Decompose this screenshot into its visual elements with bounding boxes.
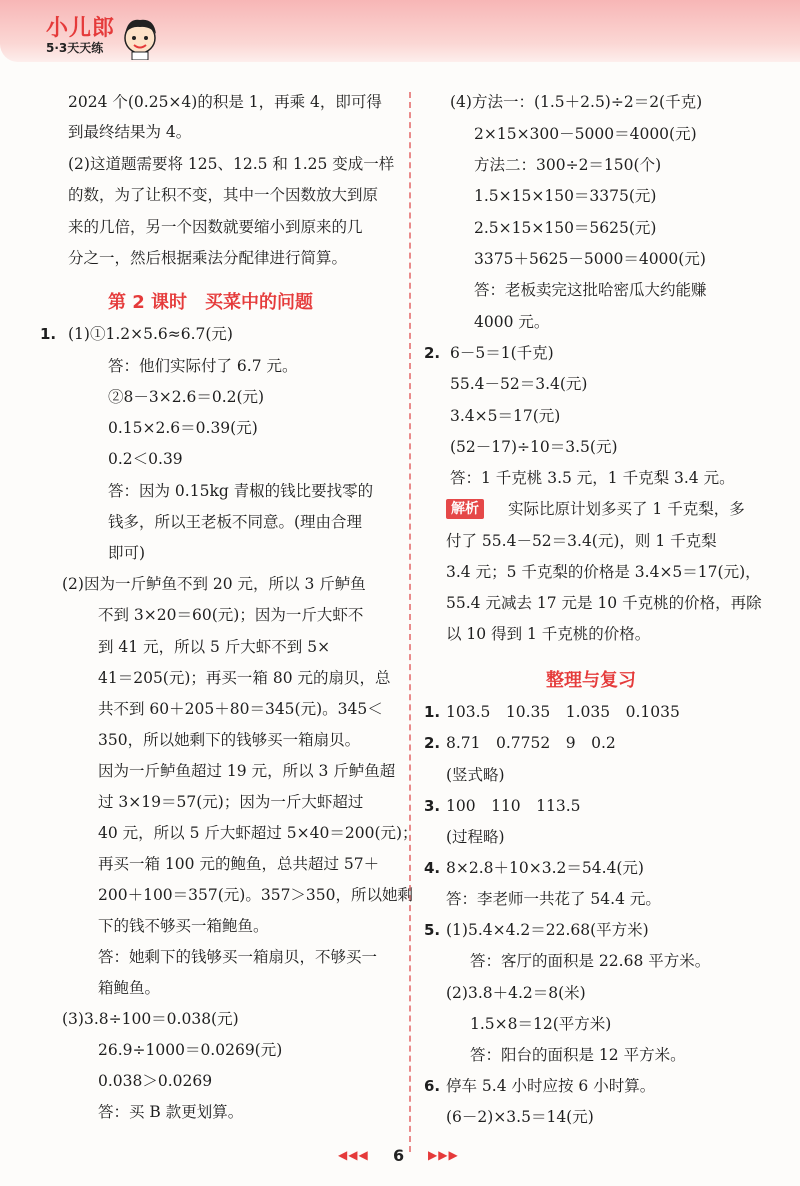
text-line: 以 10 得到 1 千克桃的价格。 [446,625,651,643]
text-line: 分之一，然后根据乘法分配律进行简算。 [68,249,348,267]
text-line: 的数，为了让积不变，其中一个因数放大到原 [68,186,379,204]
page-footer [0,1146,800,1170]
text-line: 0.038＞0.0269 [98,1072,213,1090]
text-line: 41＝205(元)；再买一箱 80 元的扇贝，总 [98,669,391,687]
text-line: 箱鲍鱼。 [98,979,161,997]
text-line: 到 41 元，所以 5 斤大虾不到 5× [98,638,331,656]
answer-line: 答：她剩下的钱够买一箱扇贝，不够买一 [98,948,378,966]
text-line: 8.71 0.7752 9 0.2 [446,734,616,752]
text-line: 不到 3×20＝60(元)；因为一斤大虾不 [98,606,364,624]
text-line: 6－5＝1(千克) [450,344,554,362]
answer-line: 答：1 千克桃 3.5 元，1 千克梨 3.4 元。 [450,469,735,487]
text-line: (2)这道题需要将 125、12.5 和 1.25 变成一样 [68,155,395,173]
text-line: 55.4 元减去 17 元是 10 千克桃的价格，再除 [446,594,762,612]
text-line: 3.4 元；5 千克梨的价格是 3.4×5＝17(元)， [446,563,761,581]
text-line: 付了 55.4－52＝3.4(元)，则 1 千克梨 [446,532,717,550]
question-number: 2. [424,734,441,752]
text-line: 40 元，所以 5 斤大虾超过 5×40＝200(元)； [98,824,418,842]
question-number: 4. [424,859,441,877]
answer-line: 答：他们实际付了 6.7 元。 [108,357,298,375]
text-line: 钱多，所以王老板不同意。(理由合理 [108,513,363,531]
answer-line: 答：因为 0.15kg 青椒的钱比要找零的 [108,482,374,500]
text-line: 0.15×2.6＝0.39(元) [108,419,258,437]
text-line: (3)3.8÷100＝0.038(元) [62,1010,239,1028]
question-number: 1. [424,703,441,721]
question-number: 6. [424,1077,441,1095]
column-divider [409,92,411,1152]
analysis-tag: 解析 [446,499,484,519]
question-number: 1. [40,325,57,343]
text-line: 下的钱不够买一箱鲍鱼。 [98,917,269,935]
text-line: (竖式略) [446,766,505,784]
answer-line: 答：买 B 款更划算。 [98,1103,244,1121]
text-line: (过程略) [446,828,505,846]
answer-line: 答：客厅的面积是 22.68 平方米。 [470,952,711,970]
mascot-icon [120,14,160,60]
text-line: (2)3.8＋4.2＝8(米) [446,984,586,1002]
text-line: 1.5×15×150＝3375(元) [474,187,657,205]
text-line: ②8－3×2.6＝0.2(元) [108,388,265,406]
page-number: 6 [393,1146,405,1165]
question-number: 5. [424,921,441,939]
text-line: 55.4－52＝3.4(元) [450,375,588,393]
text-line: 2024 个(0.25×4)的积是 1，再乘 4，即可得 [68,93,382,111]
text-line: (2)因为一斤鲈鱼不到 20 元，所以 3 斤鲈鱼 [62,575,366,593]
text-line: 4000 元。 [474,313,550,331]
answer-line: 答：李老师一共花了 54.4 元。 [446,890,661,908]
answer-line: 答：阳台的面积是 12 平方米。 [470,1046,686,1064]
text-line: 8×2.8＋10×3.2＝54.4(元) [446,859,644,877]
text-line: 过 3×19＝57(元)；因为一斤大虾超过 [98,793,364,811]
text-line: 方法二：300÷2＝150(个) [474,156,662,174]
text-line: (1)5.4×4.2＝22.68(平方米) [446,921,649,939]
text-line: 因为一斤鲈鱼超过 19 元，所以 3 斤鲈鱼超 [98,762,396,780]
text-line: 停车 5.4 小时应按 6 小时算。 [446,1077,656,1095]
text-line: 100 110 113.5 [446,797,581,815]
section-title-lesson-2: 第 2 课时 买菜中的问题 [108,292,314,313]
section-title-review: 整理与复习 [546,670,636,691]
text-line: 2.5×15×150＝5625(元) [474,219,657,237]
text-line: 即可) [108,544,146,562]
text-line: 来的几倍，另一个因数就要缩小到原来的几 [68,218,363,236]
right-arrows-icon: ▶▶▶ [428,1148,459,1162]
text-line: 3375＋5625－5000＝4000(元) [474,250,706,268]
answer-line: 答：老板卖完这批哈密瓜大约能赚 [474,281,707,299]
text-line: 共不到 60＋205＋80＝345(元)。345＜ [98,700,383,718]
question-number: 3. [424,797,441,815]
text-line: 3.4×5＝17(元) [450,407,561,425]
question-number: 2. [424,344,441,362]
text-line: 再买一箱 100 元的鲍鱼，总共超过 57＋ [98,855,380,873]
text-line: 200＋100＝357(元)。357＞350，所以她剩 [98,886,414,904]
text-line: 103.5 10.35 1.035 0.1035 [446,703,680,721]
text-line: 350，所以她剩下的钱够买一箱扇贝。 [98,731,361,749]
text-line: 2×15×300－5000＝4000(元) [474,125,697,143]
text-line: (4)方法一：(1.5＋2.5)÷2＝2(千克) [450,93,703,111]
text-line: 实际比原计划多买了 1 千克梨，多 [508,500,745,518]
text-line: (1)①1.2×5.6≈6.7(元) [68,325,233,343]
logo-title: 小儿郎 [46,16,116,41]
text-line: 0.2＜0.39 [108,450,183,468]
text-line: (6－2)×3.5＝14(元) [446,1108,594,1126]
left-arrows-icon: ◀◀◀ [338,1148,369,1162]
page-header [0,0,800,62]
text-line: 到最终结果为 4。 [68,123,192,141]
text-line: 26.9÷1000＝0.0269(元) [98,1041,283,1059]
text-line: 1.5×8＝12(平方米) [470,1015,612,1033]
text-line: (52－17)÷10＝3.5(元) [450,438,618,456]
logo-subtitle: 5·3天天练 [46,41,104,55]
brand-logo [46,18,115,56]
